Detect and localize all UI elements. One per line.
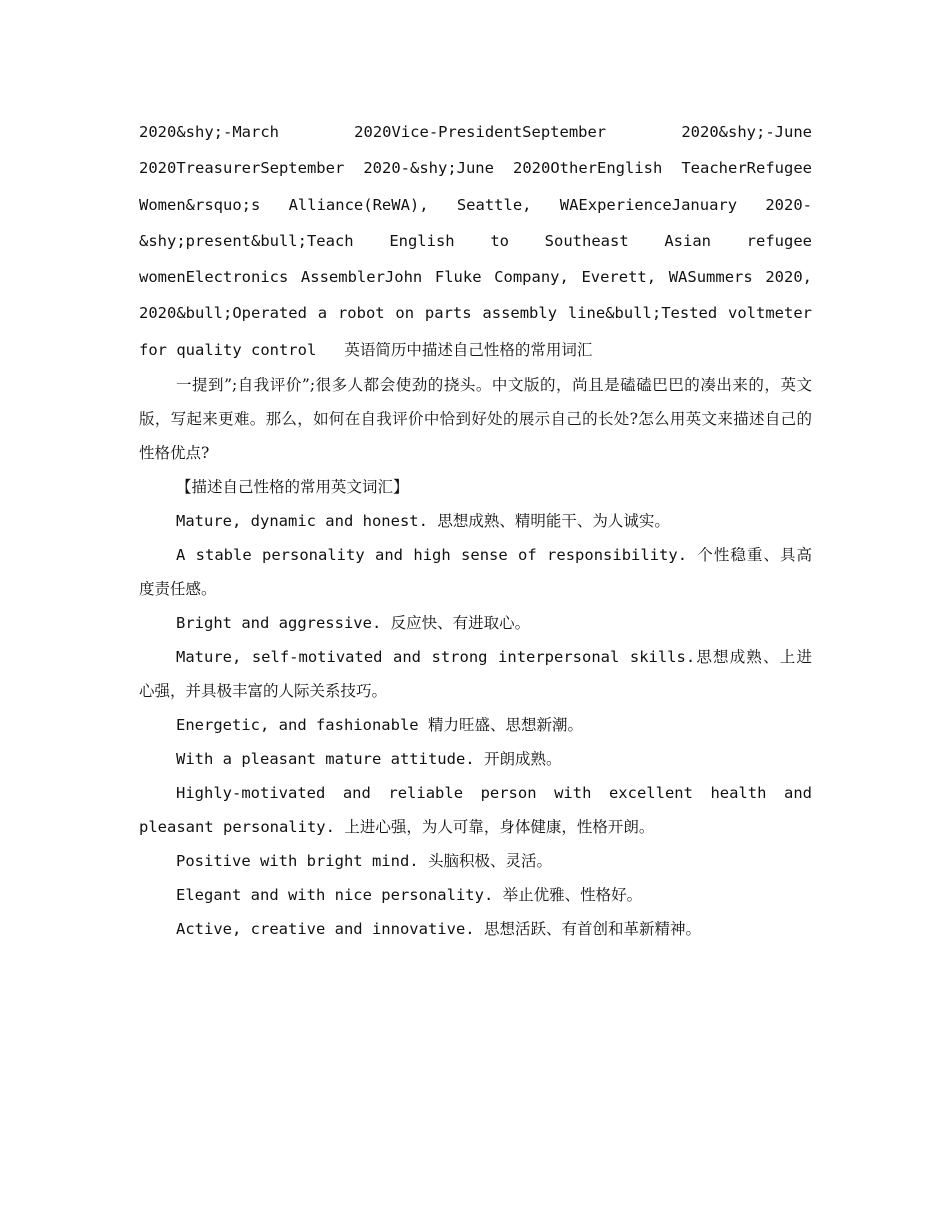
phrase-english: Energetic, and fashionable — [176, 716, 419, 735]
intro-paragraph: 一提到”;自我评价”;很多人都会使劲的挠头。中文版的，尚且是磕磕巴巴的凑出来的，英文版，写起来更难。那么，如何在自我评价中恰到好处的展示自己的长处?怎么用英文来描述自己的性格优点? — [139, 376, 812, 463]
phrase-item — [139, 776, 812, 844]
phrase-item — [139, 538, 812, 606]
phrase-chinese: 思想活跃、有首创和革新精神。 — [483, 920, 701, 939]
phrase-chinese: 思想成熟、上进心强，并具极丰富的人际关系技巧。 — [139, 648, 812, 701]
phrase-english: Active, creative and innovative. — [176, 920, 475, 939]
phrase-item — [139, 640, 812, 708]
phrase-english: Elegant and with nice personality. — [176, 886, 494, 905]
phrase-chinese: 开朗成熟。 — [483, 750, 562, 769]
phrase-english: Highly-motivated and reliable person with excellent health and pleasant personality. — [139, 784, 812, 837]
phrase-chinese: 个性稳重、具高度责任感。 — [139, 546, 812, 599]
phrase-item — [139, 878, 812, 912]
phrase-item — [139, 844, 812, 878]
phrase-chinese: 反应快、有进取心。 — [390, 614, 531, 633]
phrase-chinese: 上进心强，为人可靠，身体健康，性格开朗。 — [344, 818, 655, 837]
phrase-item — [139, 708, 812, 742]
phrase-chinese: 思想成熟、精明能干、为人诚实。 — [437, 512, 670, 531]
phrase-item — [139, 912, 812, 946]
phrase-english: Bright and aggressive. — [176, 614, 382, 633]
phrase-item — [139, 504, 812, 538]
phrase-chinese: 精力旺盛、思想新潮。 — [427, 716, 583, 735]
document-body — [139, 114, 812, 946]
resume-text-block — [139, 114, 812, 368]
resume-entries-text: 2020&shy;-March 2020Vice-PresidentSeptember 2020&shy;-June 2020TreasurerSeptember 2020-&shy;June 2020OtherEnglish TeacherRefugee Women&rsquo;s Alliance(ReWA), Seattle, WAExperienceJanuary 2020-&shy;present&bull;Teach English to Southeast Asian refugee womenElectronics AssemblerJohn Fluke Company, Everett, WASummers 2020, 2020&bull;Operated a robot on parts assembly line&bull;Tested voltmeter for quality control — [139, 123, 812, 359]
phrase-chinese: 头脑积极、灵活。 — [427, 852, 552, 871]
phrase-item — [139, 742, 812, 776]
phrase-english: With a pleasant mature attitude. — [176, 750, 475, 769]
section-heading: 【描述自己性格的常用英文词汇】 — [176, 478, 409, 497]
phrase-english: Positive with bright mind. — [176, 852, 419, 871]
phrase-english: A stable personality and high sense of responsibility. — [176, 546, 688, 565]
phrase-item — [139, 606, 812, 640]
phrase-english: Mature, self-motivated and strong interpersonal skills. — [176, 648, 696, 667]
article-title: 英语简历中描述自己性格的常用词汇 — [344, 340, 593, 359]
phrase-chinese: 举止优雅、性格好。 — [502, 886, 643, 905]
phrase-english: Mature, dynamic and honest. — [176, 512, 428, 531]
